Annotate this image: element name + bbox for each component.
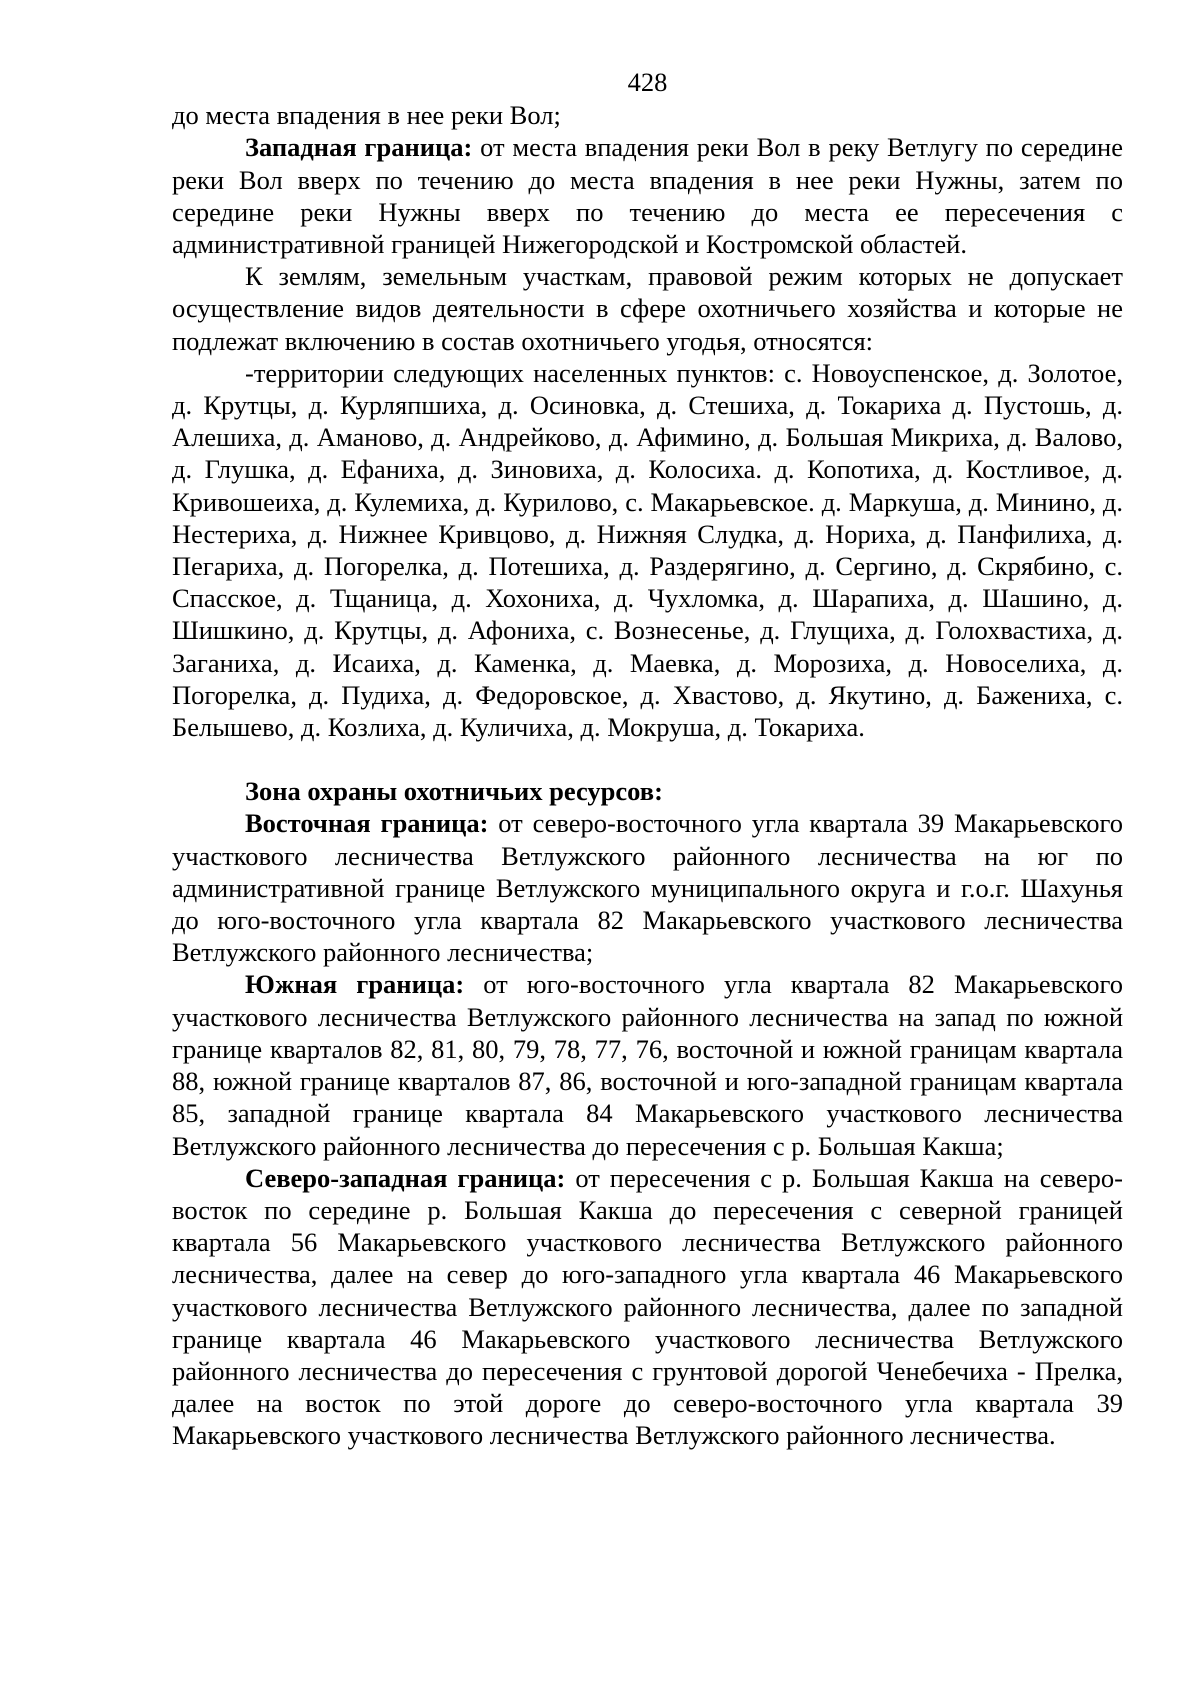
paragraph-eastern-border [172,807,1123,968]
eastern-border-label: Восточная граница: [245,808,489,839]
paragraph-northwestern-border [172,1162,1123,1452]
western-border-label: Западная граница: [245,132,473,163]
document-page [172,66,1123,1452]
northwestern-border-text: от пересечения с р. Большая Какша на северо-восток по середине р. Большая Какша до пересечения с северной границей квартала 56 Макарьевского участкового лесничества Ветлужского районного лесничества, далее на север до юго-западного угла квартала 46 Макарьевского участкового лесничества Ветлужского районного лесничества, далее по западной границе квартала 46 Макарьевского участкового лесничества Ветлужского районного лесничества до пересечения с грунтовой дорогой Ченебечиха - Прелка, далее на восток по этой дороге до северо-восточного угла квартала 39 Макарьевского участкового лесничества Ветлужского районного лесничества. [172,1162,1123,1451]
southern-border-text: от юго-восточного угла квартала 82 Макарьевского участкового лесничества Ветлужского районного лесничества на запад по южной границе кварталов 82, 81, 80, 79, 78, 77, 76, восточной и южной границам квартала 88, южной границе кварталов 87, 86, восточной и юго-западной границам квартала 85, западной границе квартала 84 Макарьевского участкового лесничества Ветлужского районного лесничества до пересечения с р. Большая Какша; [172,969,1123,1161]
southern-border-label: Южная граница: [245,969,465,1000]
page-number: 428 [627,67,668,97]
eastern-border-text: от северо-восточного угла квартала 39 Макарьевского участкового лесничества Ветлужского районного лесничества на юг по административной границе Ветлужского муниципального округа и г.о.г. Шахунья до юго-восточного угла квартала 82 Макарьевского участкового лесничества Ветлужского районного лесничества; [172,808,1124,968]
section-title: Зона охраны охотничьих ресурсов: [245,776,663,807]
paragraph-restricted-lands: К землям, земельным участкам, правовой режим которых не допускает осуществление видов деятельности в сфере охотничьего хозяйства и которые не подлежат включению в состав охотничьего угодья, относятся: [172,261,1123,356]
western-border-text: от места впадения реки Вол в реку Ветлугу по середине реки Вол вверх по течению до места впадения в нее реки Нужны, затем по середине реки Нужны вверх по течению до места ее пересечения с административной границей Нижегородской и Костромской областей. [172,132,1123,260]
northwestern-border-label: Северо-западная граница: [245,1162,566,1193]
paragraph-continuation: до места впадения в нее реки Вол; [172,100,561,131]
paragraph-western-border [172,131,1123,260]
paragraph-settlements-list: -территории следующих населенных пунктов: с. Новоуспенское, д. Золотое, д. Крутцы, д. Курляпшиха, д. Осиновка, д. Стешиха, д. Токариха д. Пустошь, д. Алешиха, д. Аманово, д. Андрейково, д. Афимино, д. Большая Микриха, д. Валово, д. Глушка, д. Ефаниха, д. Зиновиха, д. Колосиха. д. Копотиха, д. Костливое, д. Кривошеиха, д. Кулемиха, д. Курилово, с. Макарьевское. д. Маркуша, д. Минино, д. Нестериха, д. Нижнее Кривцово, д. Нижняя Слудка, д. Нориха, д. Панфилиха, д. Пегариха, д. Погорелка, д. Потешиха, д. Раздерягино, д. Сергино, д. Скрябино, с. Спасское, д. Тщаница, д. Хохониха, д. Чухломка, д. Шарапиха, д. Шашино, д. Шишкино, д. Крутцы, д. Афониха, с. Вознесенье, д. Глущиха, д. Голохвастиха, д. Заганиха, д. Исаиха, д. Каменка, д. Маевка, д. Морозиха, д. Новоселиха, д. Погорелка, д. Пудиха, д. Федоровское, д. Хвастово, д. Якутино, д. Бажениха, с. Белышево, д. Козлиха, д. Куличиха, д. Мокруша, д. Токариха. [172,357,1123,743]
paragraph-southern-border [172,968,1123,1161]
